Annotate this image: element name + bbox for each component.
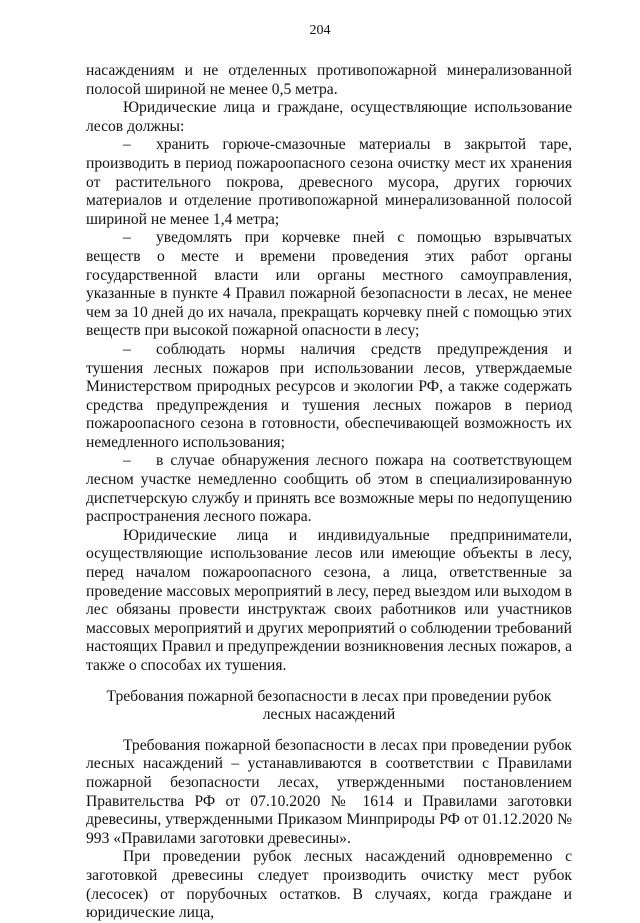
bullet-item-fire-report (86, 452, 572, 526)
section-heading: Требования пожарной безопасности в лесах при проведении рубок лесных насаждений (106, 687, 552, 724)
page-number: 204 (309, 23, 331, 38)
bullet-item-stump-removal (86, 229, 572, 341)
paragraph-briefing: Юридические лица и индивидуальные предприниматели, осуществляющие использование лесов или имеющие объекты в лесу, перед началом пожароопасного сезона, а лица, ответственные за проведение массовых мероприятий в лесу, перед выездом или выходом в лес обязаны провести инструктаж своих работников или участников массовых мероприятий и других мероприятий о соблюдении требований настоящих Правил и предупреждении возникновения лесных пожаров, а также о способах их тушения. (86, 526, 572, 674)
paragraph-logging-rules: Требования пожарной безопасности в лесах при проведении рубок лесных насаждений – устанавливаются в соответствии с Правилами пожарной безопасности лесах, утвержденными постановлением Правительства РФ от 07.10.2020 № 1614 и Правилами заготовки древесины, утвержденными Приказом Минприроды РФ от 01.12.2020 № 993 «Правилами заготовки древесины». (86, 736, 572, 847)
dash-marker: – (123, 229, 131, 247)
dash-marker: – (123, 136, 131, 154)
paragraph-continuation: насаждениям и не отделенных противопожарной минерализованной полосой шириной не менее 0,5 метра. (86, 62, 572, 98)
bullet-text: хранить горюче-смазочные материалы в закрытой таре, производить в период пожароопасного сезона очистку мест их хранения от растительного покрова, древесного мусора, других горючих материалов и отделение противопожарной минерализованной полосой шириной не менее 1,4 метра; (86, 136, 572, 228)
bullet-item-fire-equipment (86, 341, 572, 453)
bullet-text: соблюдать нормы наличия средств предупреждения и тушения лесных пожаров при использовании лесов, утверждаемые Министерством природных ресурсов и экологии РФ, а также содержать средства предупреждения и тушения лесных пожаров в период пожароопасного сезона в готовности, обеспечивающей возможность их немедленного использования; (86, 340, 572, 451)
bullet-text: в случае обнаружения лесного пожара на соответствующем лесном участке немедленно сообщить об этом в специализированную диспетчерскую службу и принять все возможные меры по недопущению распространения лесного пожара. (86, 452, 572, 526)
dash-marker: – (123, 452, 131, 470)
document-body (86, 62, 572, 923)
paragraph-obligations-intro: Юридические лица и граждане, осуществляющие использование лесов должны: (86, 99, 572, 135)
dash-marker: – (123, 340, 131, 358)
bullet-text: уведомлять при корчевке пней с помощью взрывчатых веществ о месте и времени проведения этих работ органы государственной власти или органы местного самоуправления, указанные в пункте 4 Правил пожарной безопасности в лесах, не менее чем за 10 дней до их начала, прекращать корчевку пней с помощью этих веществ при высокой пожарной опасности в лесу; (86, 229, 572, 340)
bullet-item-fuel-storage (86, 136, 572, 229)
paragraph-logging-cleanup: При проведении рубок лесных насаждений одновременно с заготовкой древесины следует производить очистку мест рубок (лесосек) от порубочных остатков. В случаях, когда граждане и юридические лица, (86, 848, 572, 922)
